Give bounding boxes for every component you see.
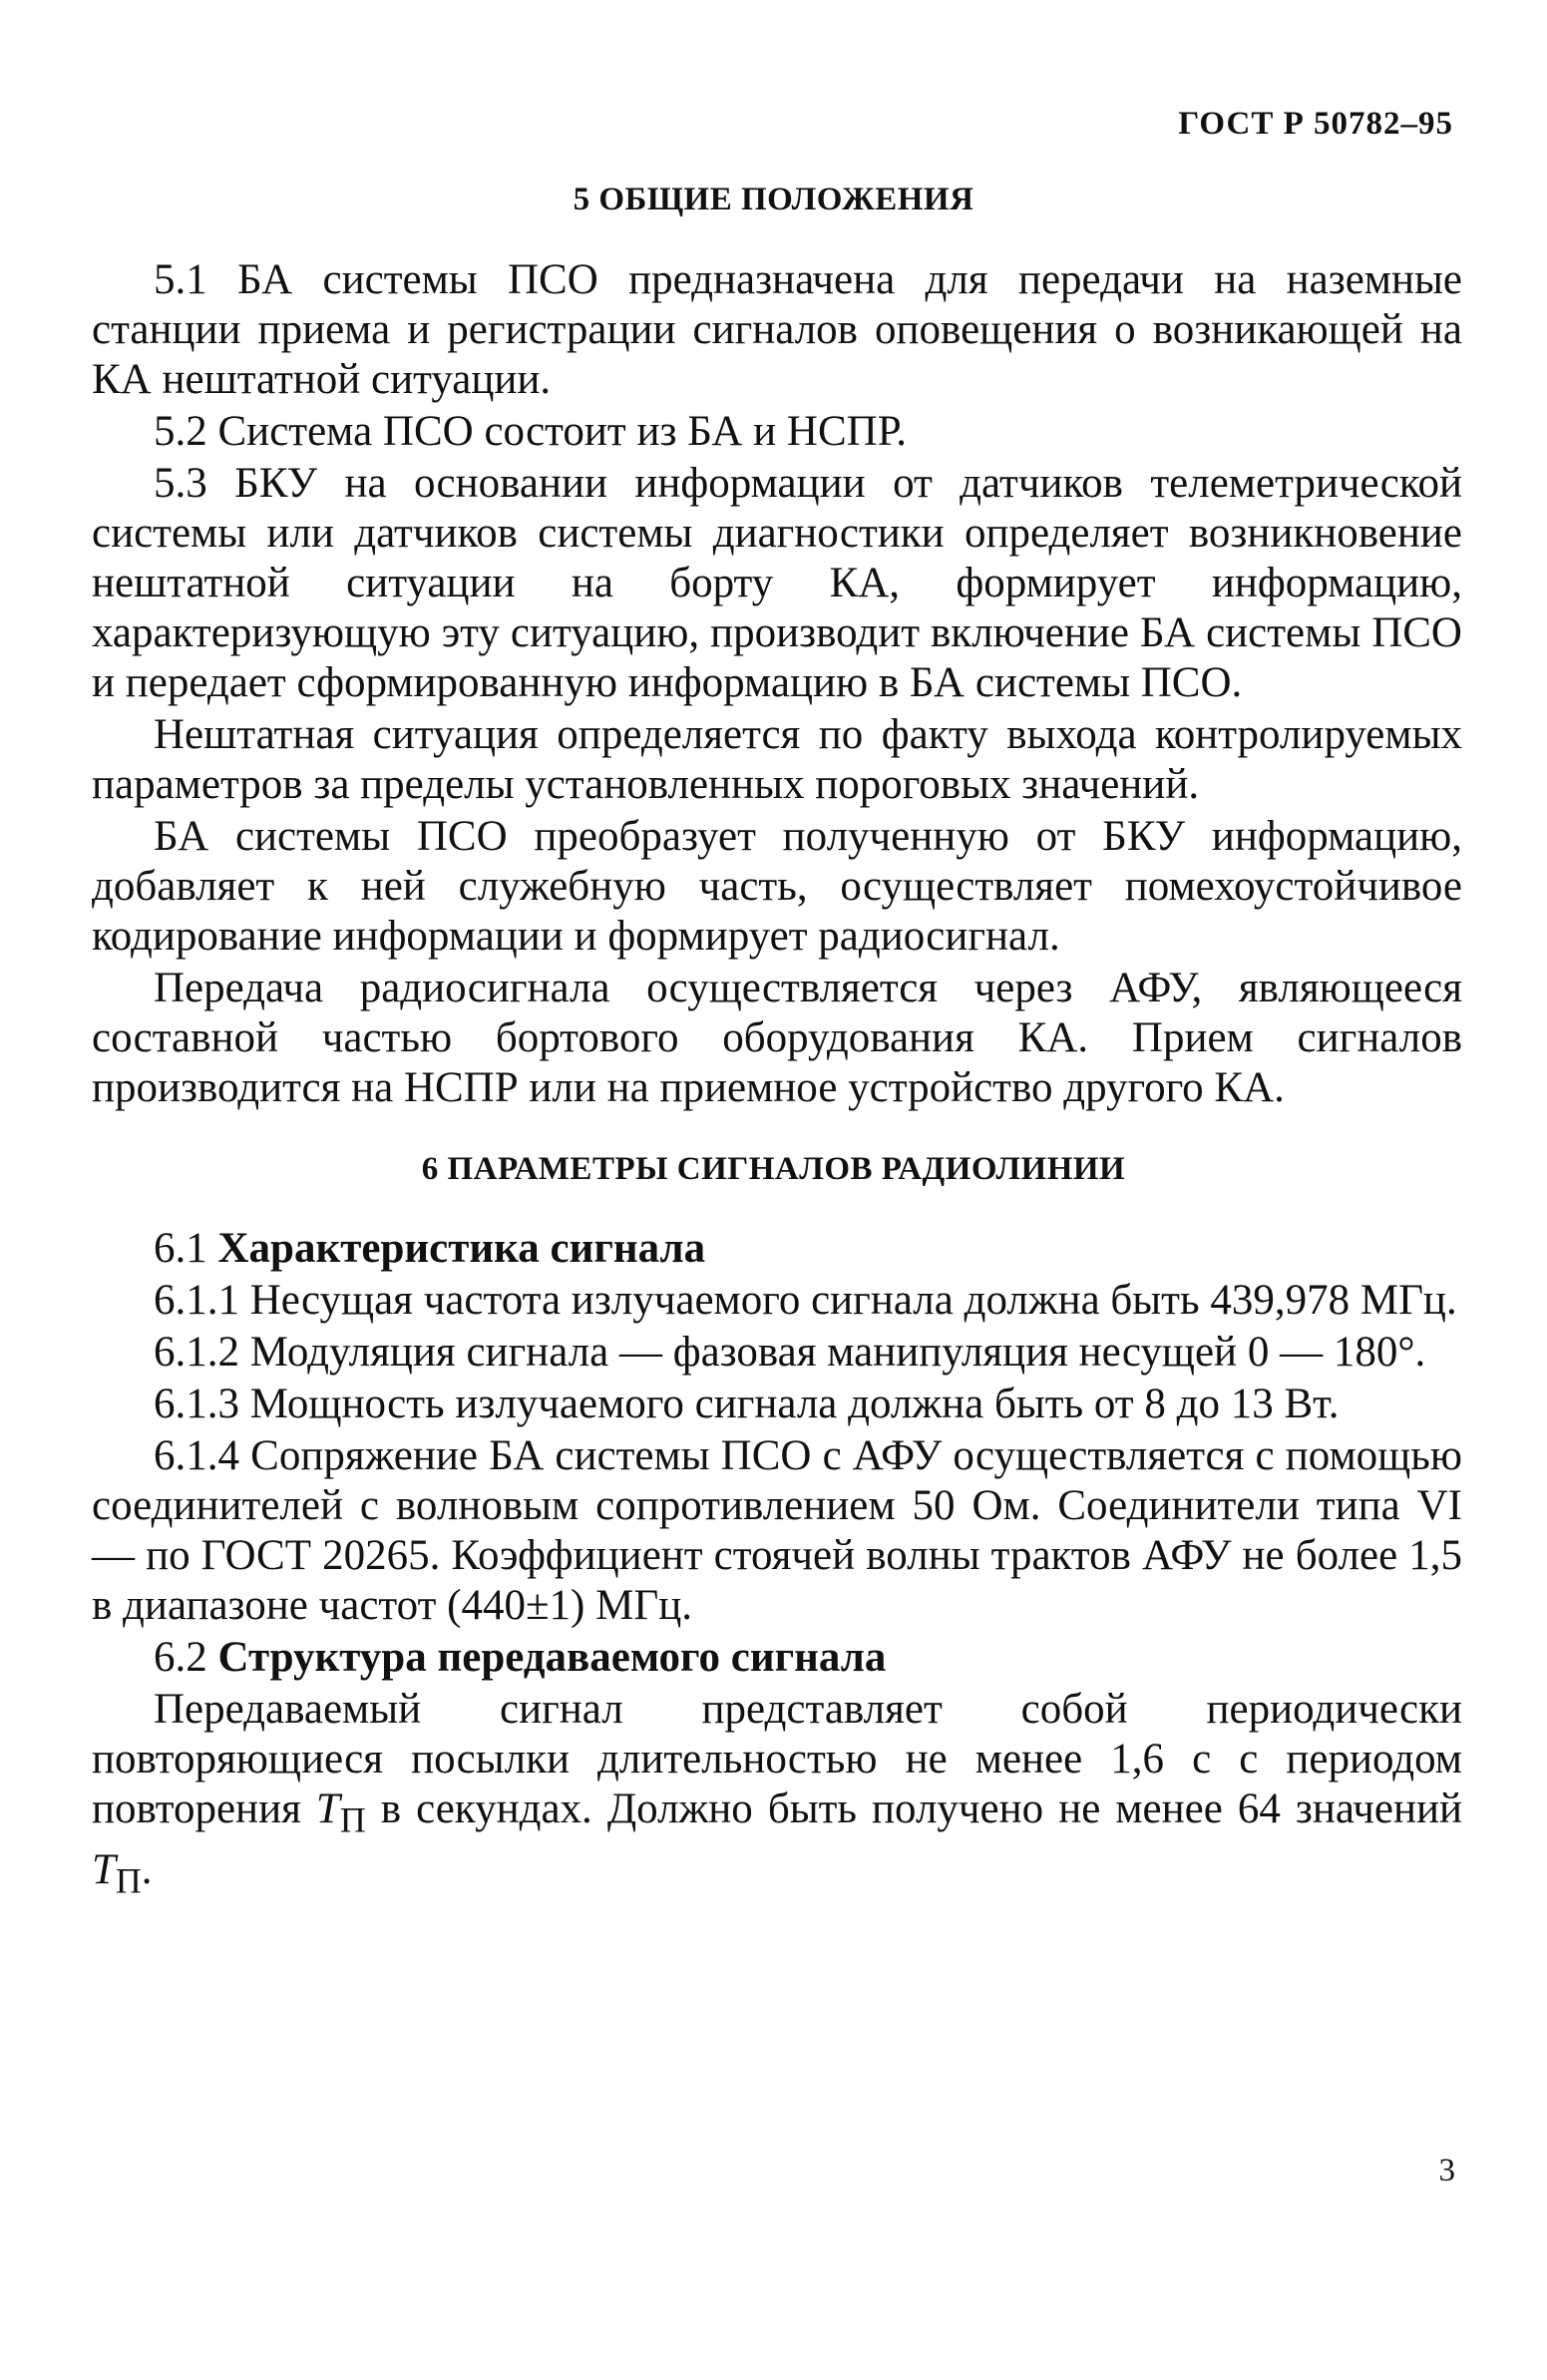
period-symbol: T: [315, 1785, 340, 1832]
document-code: ГОСТ Р 50782–95: [1178, 106, 1453, 142]
period-symbol-subscript: П: [339, 1799, 366, 1840]
section-5-body: [92, 255, 1462, 1113]
page-number: 3: [1438, 2153, 1455, 2188]
paragraph-6-1-1: 6.1.1 Несущая частота излучаемого сигнала должна быть 439,978 МГц.: [154, 1277, 1457, 1324]
subsection-6-1-heading: [92, 1224, 1462, 1274]
period-symbol: T: [92, 1845, 116, 1893]
paragraph-6-1-4: 6.1.4 Сопряжение БА системы ПСО с АФУ осуществляется с помощью соединителей с волновым сопротивлением 50 Ом. Соединители типа VI — по ГОСТ 20265. Коэффициент стоячей волны трактов АФУ не более 1,5 в диапазоне частот (440±1) МГц.: [92, 1432, 1462, 1629]
subsection-6-1-number: 6.1: [154, 1225, 207, 1272]
paragraph-ba-converts: БА системы ПСО преобразует полученную от БКУ информацию, добавляет к ней служебную часть, осуществляет помехоустойчивое кодирование информации и формирует радиосигнал.: [92, 813, 1462, 960]
section-6-body: [92, 1224, 1462, 1905]
subsection-6-2-title: Структура передаваемого сигнала: [217, 1634, 887, 1681]
paragraph-6-2-part-a: Передаваемый сигнал представляет собой периодически повторяющиеся посылки длительностью не менее 1,6 с с периодом повторения: [92, 1686, 1462, 1832]
paragraph-5-2: 5.2 Система ПСО состоит из БА и НСПР.: [154, 408, 907, 455]
subsection-6-2-heading: [92, 1633, 1462, 1683]
paragraph-transmission: Передача радиосигнала осуществляется через АФУ, являющееся составной частью бортового оборудования КА. Прием сигналов производится на НСПР или на приемное устройство другого КА.: [92, 965, 1462, 1111]
paragraph-5-1: 5.1 БА системы ПСО предназначена для передачи на наземные станции приема и регистрации сигналов оповещения о возникающей на КА нештатной ситуации.: [92, 256, 1462, 403]
paragraph-6-2-part-b: в секундах. Должно быть получено не менее 64 значений: [380, 1785, 1463, 1832]
subsection-6-1-title: Характеристика сигнала: [217, 1225, 706, 1272]
section-6-heading: 6 ПАРАМЕТРЫ СИГНАЛОВ РАДИОЛИНИИ: [421, 1151, 1126, 1187]
paragraph-6-1-3: 6.1.3 Мощность излучаемого сигнала должна быть от 8 до 13 Вт.: [154, 1381, 1340, 1427]
subsection-6-2-number: 6.2: [154, 1634, 207, 1681]
period-symbol-subscript: П: [115, 1860, 142, 1901]
paragraph-emergency-definition: Нештатная ситуация определяется по факту выхода контролируемых параметров за пределы установленных пороговых значений.: [92, 711, 1462, 808]
paragraph-6-2-end: .: [141, 1845, 153, 1893]
paragraph-5-3: 5.3 БКУ на основании информации от датчиков телеметрической системы или датчиков системы диагностики определяет возникновение нештатной ситуации на борту КА, формирует информацию, характеризующую эту ситуацию, производит включение БА системы ПСО и передает сформированную информацию в БА системы ПСО.: [92, 460, 1462, 706]
section-5-heading: 5 ОБЩИЕ ПОЛОЖЕНИЯ: [573, 182, 974, 217]
paragraph-6-2-text: [92, 1685, 1462, 1905]
paragraph-6-1-2: 6.1.2 Модуляция сигнала — фазовая манипуляция несущей 0 — 180°.: [154, 1329, 1426, 1376]
